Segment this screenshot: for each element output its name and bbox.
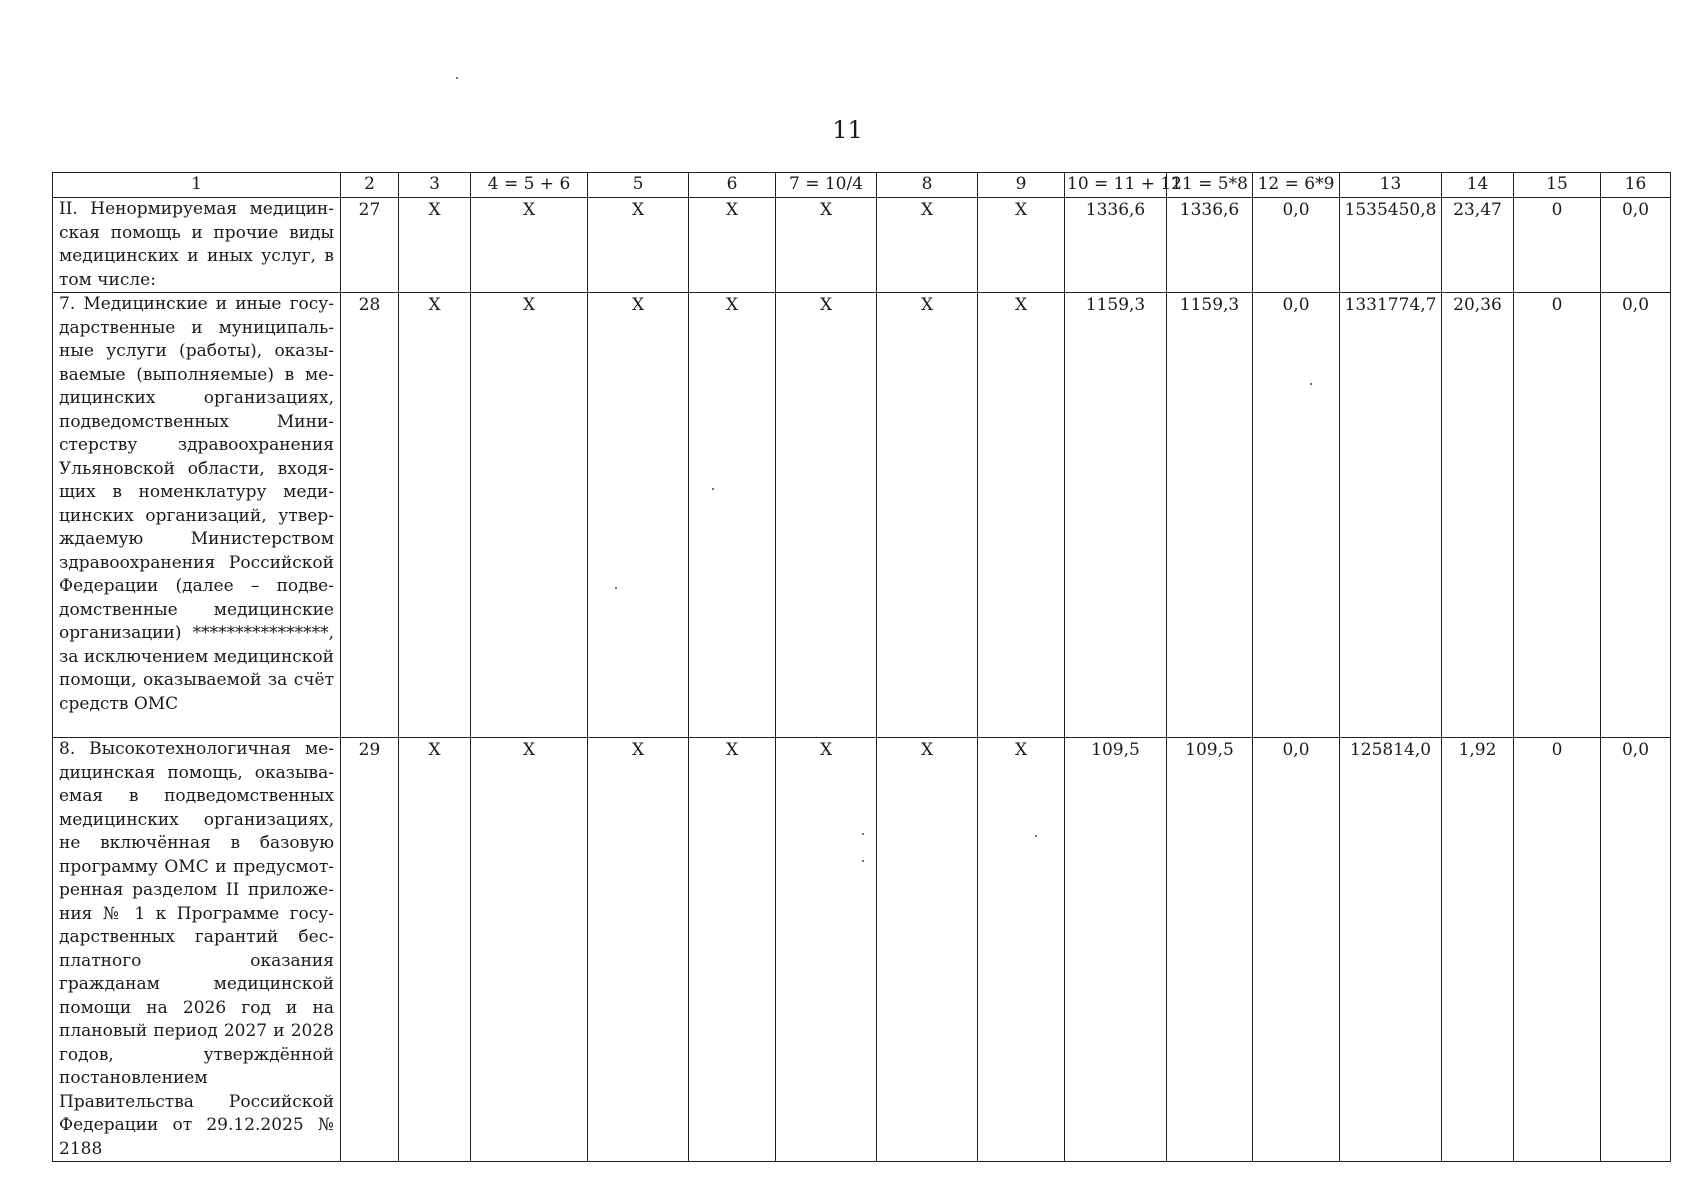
table-cell: 0 <box>1514 198 1601 293</box>
table-cell: 23,47 <box>1442 198 1514 293</box>
table-cell: 0,0 <box>1253 198 1340 293</box>
column-header: 16 <box>1601 173 1671 198</box>
table-cell: X <box>978 198 1065 293</box>
column-header: 6 <box>689 173 776 198</box>
data-table <box>52 172 1671 1162</box>
table-cell: 20,36 <box>1442 293 1514 738</box>
table-cell: X <box>877 738 978 1162</box>
table-cell: X <box>776 293 877 738</box>
table-cell: X <box>877 198 978 293</box>
table-cell: X <box>978 738 1065 1162</box>
table-cell: 0,0 <box>1253 293 1340 738</box>
scan-speck <box>456 77 458 79</box>
table-cell: 0 <box>1514 738 1601 1162</box>
table-cell: X <box>689 198 776 293</box>
column-header: 3 <box>399 173 471 198</box>
column-header: 2 <box>341 173 399 198</box>
table-row <box>53 198 1671 293</box>
table-cell: X <box>471 293 588 738</box>
table-cell: 109,5 <box>1167 738 1253 1162</box>
column-header: 15 <box>1514 173 1601 198</box>
table-cell: X <box>877 293 978 738</box>
table-cell: 1336,6 <box>1065 198 1167 293</box>
table-cell: 1159,3 <box>1167 293 1253 738</box>
table-cell: 1535450,8 <box>1340 198 1442 293</box>
table-cell: 29 <box>341 738 399 1162</box>
column-header: 12 = 6*9 <box>1253 173 1340 198</box>
column-header: 1 <box>53 173 341 198</box>
table-cell: 27 <box>341 198 399 293</box>
column-header: 9 <box>978 173 1065 198</box>
table-cell: X <box>588 198 689 293</box>
column-header: 7 = 10/4 <box>776 173 877 198</box>
column-header: 14 <box>1442 173 1514 198</box>
column-header: 13 <box>1340 173 1442 198</box>
table-cell: 28 <box>341 293 399 738</box>
table-row <box>53 293 1671 738</box>
table-cell: 0,0 <box>1601 738 1671 1162</box>
column-header: 10 = 11 + 12 <box>1065 173 1167 198</box>
column-header: 4 = 5 + 6 <box>471 173 588 198</box>
table-cell: 125814,0 <box>1340 738 1442 1162</box>
column-header: 8 <box>877 173 978 198</box>
row-description: 7. Медицинские и иные государственные и муниципальные услуги (работы), оказываемые (выполняемые) в медицинских организациях, подведомственных Министерству здравоохранения Ульяновской области, входящих в номенклатуру медицинских организаций, утверждаемую Министерством здравоохранения Российской Федерации (далее – подведомственные медицинские организации) ****************, за исключением медицинской помощи, оказываемой за счёт средств ОМС <box>53 293 341 738</box>
row-description: 8. Высокотехнологичная медицинская помощь, оказываемая в подведомственных медицинских организациях, не включённая в базовую программу ОМС и предусмотренная разделом II приложения № 1 к Программе государственных гарантий бесплатного оказания гражданам медицинской помощи на 2026 год и на плановый период 2027 и 2028 годов, утверждённой постановлением Правительства Российской Федерации от 29.12.2025 № 2188 <box>53 738 341 1162</box>
table-cell: X <box>399 293 471 738</box>
table-cell: X <box>399 198 471 293</box>
table-cell: 1159,3 <box>1065 293 1167 738</box>
header-row <box>53 173 1671 198</box>
table-cell: 0,0 <box>1253 738 1340 1162</box>
table-cell: X <box>399 738 471 1162</box>
page-number: 11 <box>832 116 863 144</box>
table-row <box>53 738 1671 1162</box>
table-cell: X <box>978 293 1065 738</box>
table-cell: X <box>471 198 588 293</box>
table-cell: 0 <box>1514 293 1601 738</box>
row-description: II. Ненормируемая медицинская помощь и прочие виды медицинских и иных услуг, в том числе: <box>53 198 341 293</box>
table-cell: X <box>689 738 776 1162</box>
table-cell: 0,0 <box>1601 293 1671 738</box>
table-cell: 1336,6 <box>1167 198 1253 293</box>
table-cell: X <box>588 738 689 1162</box>
table-cell: X <box>776 198 877 293</box>
table-cell: 1331774,7 <box>1340 293 1442 738</box>
table-cell: 1,92 <box>1442 738 1514 1162</box>
table-cell: X <box>588 293 689 738</box>
column-header: 11 = 5*8 <box>1167 173 1253 198</box>
table-cell: X <box>689 293 776 738</box>
table-cell: X <box>471 738 588 1162</box>
table-cell: 109,5 <box>1065 738 1167 1162</box>
table-cell: X <box>776 738 877 1162</box>
table-cell: 0,0 <box>1601 198 1671 293</box>
column-header: 5 <box>588 173 689 198</box>
